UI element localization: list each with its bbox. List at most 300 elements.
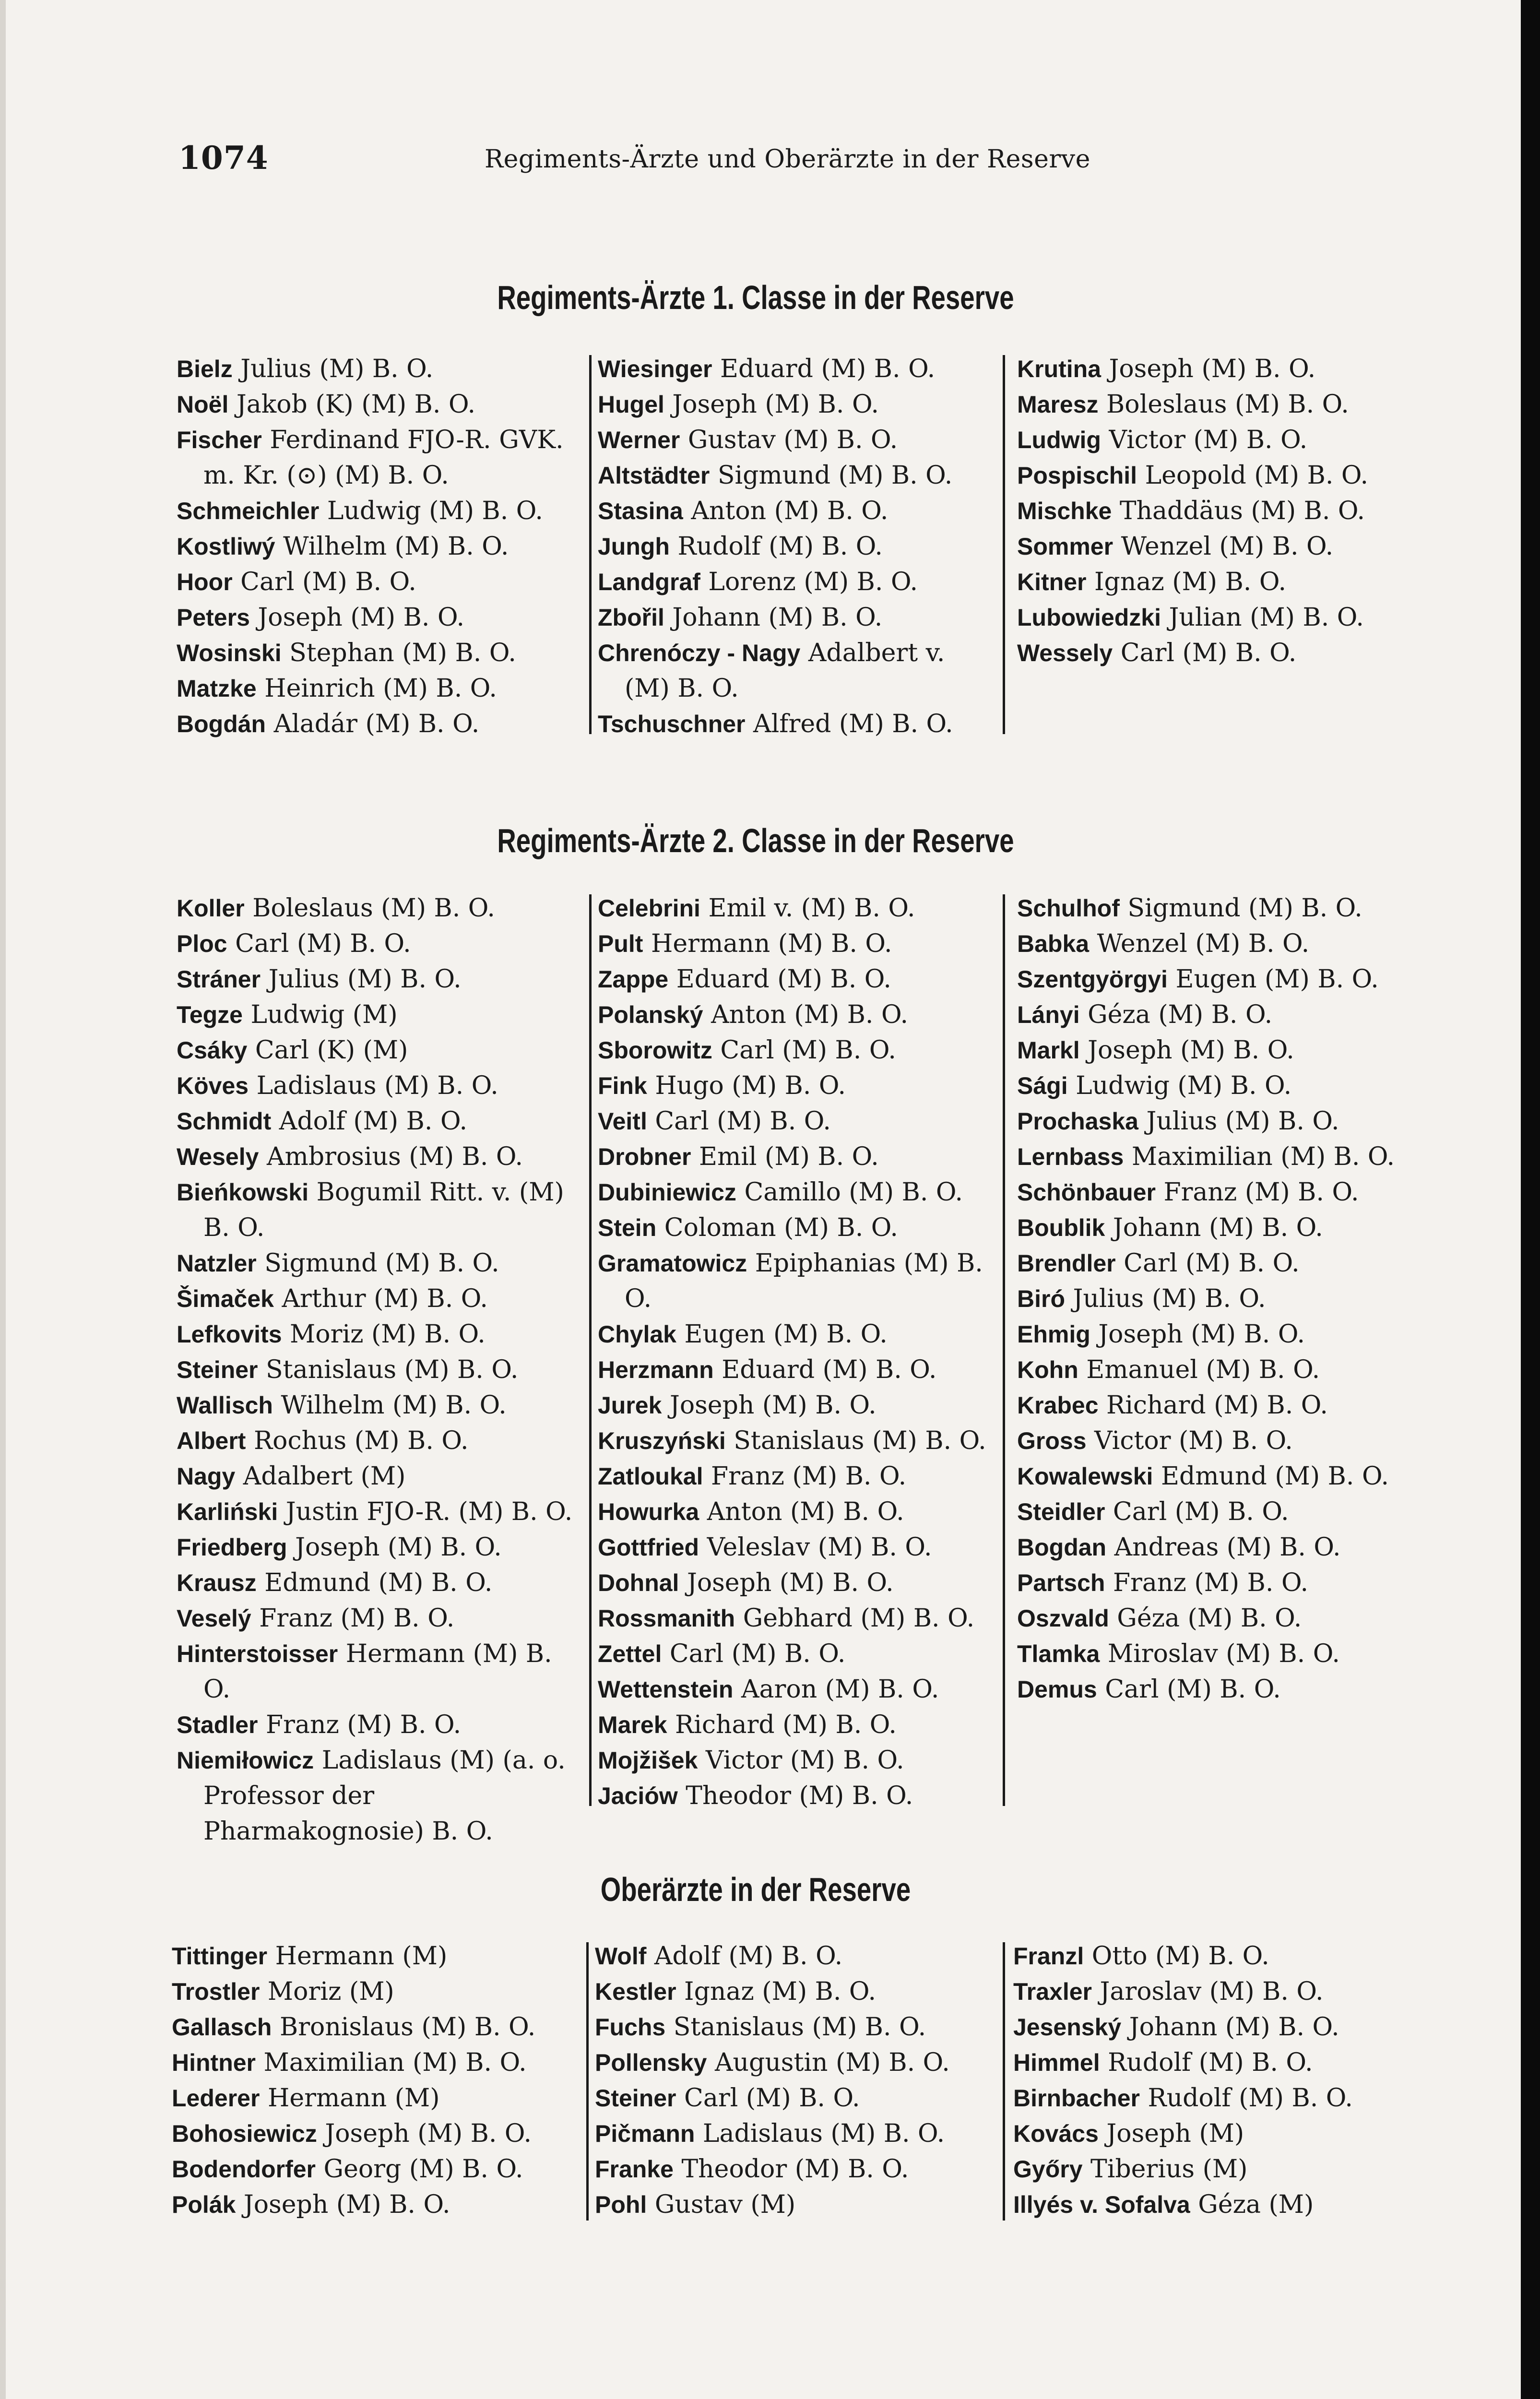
given-name-and-decorations: Theodor (M) B. O. — [677, 1781, 913, 1810]
given-name-and-decorations: Rochus (M) B. O. — [246, 1426, 469, 1455]
given-name-and-decorations: Aladár (M) B. O. — [266, 710, 480, 738]
roster-entry — [1017, 1459, 1430, 1494]
given-name-and-decorations: Carl (M) B. O. — [1113, 639, 1297, 667]
roster-entry — [598, 1743, 996, 1778]
roster-entry — [598, 458, 996, 493]
surname: Chylak — [598, 1321, 676, 1348]
roster-entry — [598, 1707, 996, 1743]
section-title-3: Oberärzte in der Reserve — [600, 1871, 911, 1908]
given-name-and-decorations: Ignaz (M) B. O. — [676, 1977, 877, 2006]
given-name-and-decorations: Ludwig (M) — [243, 1000, 398, 1029]
surname: Bogdán — [177, 711, 266, 737]
roster-entry — [177, 351, 580, 387]
surname: Wolf — [595, 1943, 647, 1970]
roster-entry — [177, 1743, 580, 1849]
given-name-and-decorations: Stanislaus (M) B. O. — [258, 1355, 519, 1384]
roster-entry — [1017, 891, 1430, 926]
roster-entry — [598, 1317, 996, 1352]
given-name-and-decorations: Rudolf (M) B. O. — [1100, 2048, 1313, 2077]
given-name-and-decorations: Carl (K) (M) — [247, 1036, 408, 1065]
given-name-and-decorations: Victor (M) B. O. — [1101, 426, 1308, 454]
surname: Pollensky — [595, 2049, 707, 2076]
roster-entry — [177, 493, 580, 529]
roster-entry — [1017, 351, 1430, 387]
given-name-and-decorations: Ludwig (M) B. O. — [319, 497, 543, 525]
surname: Kowalewski — [1017, 1463, 1153, 1490]
roster-entry — [177, 1565, 580, 1601]
roster-entry — [177, 671, 580, 706]
roster-entry — [1017, 422, 1430, 458]
given-name-and-decorations: Joseph (M) B. O. — [664, 390, 879, 419]
roster-entry — [598, 1601, 996, 1636]
given-name-and-decorations: Carl (M) B. O. — [712, 1036, 896, 1065]
surname: Mojžišek — [598, 1747, 698, 1774]
surname: Tegze — [177, 1001, 243, 1028]
roster-entry — [177, 962, 580, 997]
given-name-and-decorations: Carl (M) B. O. — [1105, 1497, 1289, 1526]
section-1-column-2 — [598, 351, 996, 742]
roster-entry — [595, 2009, 993, 2045]
surname: Pohl — [595, 2191, 647, 2218]
given-name-and-decorations: Bogumil Ritt. v. (M) B. O. — [203, 1178, 564, 1242]
surname: Ludwig — [1017, 427, 1101, 453]
roster-entry — [177, 1494, 580, 1530]
given-name-and-decorations: Carl (M) B. O. — [1097, 1675, 1281, 1704]
roster-entry — [1017, 1423, 1430, 1459]
given-name-and-decorations: Franz (M) B. O. — [703, 1462, 907, 1491]
surname: Schulhof — [1017, 895, 1120, 922]
given-name-and-decorations: Anton (M) B. O. — [703, 1000, 909, 1029]
given-name-and-decorations: Boleslaus (M) B. O. — [244, 894, 495, 923]
surname: Drobner — [598, 1143, 691, 1170]
surname: Rossmanith — [598, 1605, 735, 1632]
roster-entry — [1017, 1388, 1430, 1423]
roster-entry — [177, 1139, 580, 1175]
roster-entry — [1013, 2116, 1431, 2151]
surname: Kostliwý — [177, 533, 275, 560]
roster-entry — [598, 1068, 996, 1104]
surname: Stadler — [177, 1711, 258, 1738]
roster-entry — [595, 2151, 993, 2187]
roster-entry — [177, 1281, 580, 1317]
given-name-and-decorations: Hugo (M) B. O. — [647, 1071, 846, 1100]
given-name-and-decorations: Edmund (M) B. O. — [1153, 1462, 1389, 1491]
roster-entry — [598, 529, 996, 564]
surname: Matzke — [177, 675, 257, 702]
given-name-and-decorations: Carl (M) B. O. — [662, 1639, 846, 1668]
given-name-and-decorations: Hermann (M) B. O. — [203, 1639, 552, 1704]
roster-entry — [598, 706, 996, 742]
surname: Landgraf — [598, 569, 700, 595]
roster-entry — [1013, 2009, 1431, 2045]
surname: Lányi — [1017, 1001, 1080, 1028]
surname: Niemiłowicz — [177, 1747, 314, 1774]
given-name-and-decorations: Carl (M) B. O. — [676, 2084, 860, 2113]
section-2-column-2 — [598, 891, 996, 1814]
given-name-and-decorations: Rudolf (M) B. O. — [669, 532, 883, 561]
roster-entry — [598, 1494, 996, 1530]
given-name-and-decorations: Epiphanias (M) B. O. — [625, 1249, 983, 1313]
roster-entry — [1017, 1317, 1430, 1352]
given-name-and-decorations: Joseph (M) B. O. — [679, 1568, 894, 1597]
surname: Jaciów — [598, 1782, 678, 1809]
given-name-and-decorations: Johann (M) B. O. — [1121, 2013, 1339, 2042]
roster-entry — [1017, 1530, 1430, 1565]
roster-entry — [1017, 1601, 1430, 1636]
surname: Wiesinger — [598, 356, 712, 382]
surname: Fischer — [177, 427, 262, 453]
column-divider — [1003, 894, 1005, 1806]
roster-entry — [598, 1352, 996, 1388]
given-name-and-decorations: Arthur (M) B. O. — [273, 1284, 488, 1313]
given-name-and-decorations: Eduard (M) B. O. — [713, 1355, 937, 1384]
roster-entry — [1017, 387, 1430, 422]
given-name-and-decorations: Franz (M) B. O. — [1105, 1568, 1309, 1597]
surname: Zettel — [598, 1640, 662, 1667]
roster-entry — [598, 1033, 996, 1068]
surname: Wessely — [1017, 640, 1113, 666]
roster-entry — [1017, 1068, 1430, 1104]
given-name-and-decorations: Bronislaus (M) B. O. — [272, 2013, 536, 2042]
section-3-column-3 — [1013, 1938, 1431, 2222]
roster-entry — [172, 2009, 575, 2045]
surname: Himmel — [1013, 2049, 1100, 2076]
surname: Koller — [177, 895, 245, 922]
given-name-and-decorations: Aaron (M) B. O. — [733, 1675, 939, 1704]
scan-edge — [1521, 0, 1540, 2399]
surname: Celebrini — [598, 895, 700, 922]
surname: Hugel — [598, 391, 664, 418]
surname: Friedberg — [177, 1534, 287, 1561]
column-divider — [586, 1942, 589, 2221]
roster-entry — [1013, 2187, 1431, 2222]
surname: Polák — [172, 2191, 236, 2218]
given-name-and-decorations: Joseph (M) B. O. — [1090, 1320, 1305, 1349]
surname: Fuchs — [595, 2014, 666, 2041]
surname: Ploc — [177, 930, 227, 957]
given-name-and-decorations: Julius (M) B. O. — [1138, 1107, 1339, 1136]
given-name-and-decorations: Gebhard (M) B. O. — [735, 1604, 975, 1633]
surname: Pult — [598, 930, 643, 957]
surname: Gross — [1017, 1427, 1087, 1454]
surname: Sborowitz — [598, 1037, 712, 1064]
roster-entry — [172, 1974, 575, 2009]
surname: Werner — [598, 427, 680, 453]
given-name-and-decorations: Joseph (M) B. O. — [287, 1533, 502, 1562]
given-name-and-decorations: Edmund (M) B. O. — [256, 1568, 493, 1597]
given-name-and-decorations: Carl (M) B. O. — [1115, 1249, 1300, 1278]
surname: Jungh — [598, 533, 670, 560]
roster-entry — [1013, 1938, 1431, 1974]
roster-entry — [598, 1388, 996, 1423]
given-name-and-decorations: Ludwig (M) B. O. — [1067, 1071, 1292, 1100]
given-name-and-decorations: Julian (M) B. O. — [1161, 603, 1364, 632]
roster-entry — [177, 1068, 580, 1104]
roster-entry — [177, 1388, 580, 1423]
surname: Schmeichler — [177, 498, 320, 524]
given-name-and-decorations: Richard (M) B. O. — [1098, 1391, 1328, 1420]
section-2-column-3 — [1017, 891, 1430, 1707]
roster-entry — [172, 2116, 575, 2151]
roster-entry — [598, 1565, 996, 1601]
surname: Schmidt — [177, 1108, 272, 1135]
surname: Kohn — [1017, 1356, 1078, 1383]
roster-entry — [1017, 1210, 1430, 1246]
roster-entry — [598, 1530, 996, 1565]
surname: Partsch — [1017, 1569, 1105, 1596]
given-name-and-decorations: Heinrich (M) B. O. — [256, 674, 497, 703]
given-name-and-decorations: Sigmund (M) B. O. — [256, 1249, 499, 1278]
surname: Marek — [598, 1711, 667, 1738]
roster-entry — [1017, 1139, 1430, 1175]
roster-entry — [177, 1423, 580, 1459]
given-name-and-decorations: Leopold (M) B. O. — [1137, 461, 1368, 490]
roster-entry — [1017, 529, 1430, 564]
roster-entry — [1017, 1672, 1430, 1707]
roster-entry — [595, 2080, 993, 2116]
roster-entry — [595, 2045, 993, 2080]
roster-entry — [598, 1778, 996, 1814]
running-title: Regiments-Ärzte und Oberärzte in der Reserve — [485, 145, 1090, 174]
given-name-and-decorations: Joseph (M) B. O. — [236, 2190, 450, 2219]
surname: Birnbacher — [1013, 2085, 1140, 2112]
roster-entry — [172, 2187, 575, 2222]
given-name-and-decorations: Adalbert v. (M) B. O. — [625, 639, 945, 703]
column-divider — [1003, 355, 1005, 734]
roster-entry — [598, 1210, 996, 1246]
roster-entry — [1017, 1636, 1430, 1672]
surname: Fink — [598, 1072, 647, 1099]
surname: Veselý — [177, 1605, 251, 1632]
roster-entry — [177, 1636, 580, 1707]
given-name-and-decorations: Miroslav (M) B. O. — [1100, 1639, 1340, 1668]
surname: Dohnal — [598, 1569, 679, 1596]
given-name-and-decorations: Theodor (M) B. O. — [673, 2155, 909, 2184]
roster-entry — [1017, 1494, 1430, 1530]
surname: Howurka — [598, 1498, 699, 1525]
given-name-and-decorations: Joseph (M) B. O. — [1079, 1036, 1294, 1065]
given-name-and-decorations: Otto (M) B. O. — [1084, 1942, 1269, 1971]
roster-entry — [598, 1459, 996, 1494]
roster-entry — [1017, 997, 1430, 1033]
roster-entry — [1013, 2151, 1431, 2187]
roster-entry — [598, 1139, 996, 1175]
given-name-and-decorations: Coloman (M) B. O. — [656, 1213, 898, 1242]
given-name-and-decorations: Eugen (M) B. O. — [1167, 965, 1379, 994]
roster-entry — [177, 997, 580, 1033]
given-name-and-decorations: Richard (M) B. O. — [667, 1710, 897, 1739]
roster-entry — [177, 1601, 580, 1636]
given-name-and-decorations: Wilhelm (M) B. O. — [272, 1391, 507, 1420]
given-name-and-decorations: Ferdinand FJO-R. GVK. m. Kr. (⊙) (M) B. O. — [203, 426, 564, 490]
given-name-and-decorations: Eduard (M) B. O. — [668, 965, 891, 994]
surname: Bohosiewicz — [172, 2120, 317, 2147]
surname: Gallasch — [172, 2014, 272, 2041]
given-name-and-decorations: Ignaz (M) B. O. — [1086, 568, 1286, 596]
given-name-and-decorations: Moriz (M) — [260, 1977, 394, 2006]
given-name-and-decorations: Joseph (M) B. O. — [317, 2119, 532, 2148]
given-name-and-decorations: Victor (M) B. O. — [1086, 1426, 1293, 1455]
given-name-and-decorations: Moriz (M) B. O. — [282, 1320, 486, 1349]
roster-entry — [1017, 458, 1430, 493]
roster-entry — [598, 997, 996, 1033]
given-name-and-decorations: Anton (M) B. O. — [699, 1497, 904, 1526]
surname: Csáky — [177, 1037, 248, 1064]
surname: Gramatowicz — [598, 1250, 747, 1277]
given-name-and-decorations: Gustav (M) — [647, 2190, 796, 2219]
given-name-and-decorations: Stephan (M) B. O. — [281, 639, 516, 667]
given-name-and-decorations: Joseph (M) — [1098, 2119, 1244, 2148]
given-name-and-decorations: Johann (M) B. O. — [664, 603, 883, 632]
surname: Steiner — [595, 2085, 676, 2112]
surname: Nagy — [177, 1463, 236, 1490]
roster-entry — [1013, 1974, 1431, 2009]
given-name-and-decorations: Joseph (M) B. O. — [662, 1391, 877, 1420]
surname: Altstädter — [598, 462, 710, 489]
given-name-and-decorations: Sigmund (M) B. O. — [710, 461, 953, 490]
surname: Sommer — [1017, 533, 1114, 560]
surname: Zatloukal — [598, 1463, 703, 1490]
surname: Oszvald — [1017, 1605, 1109, 1632]
surname: Hoor — [177, 569, 233, 595]
column-divider — [1003, 1942, 1005, 2221]
surname: Chrenóczy - Nagy — [598, 640, 801, 666]
surname: Kitner — [1017, 569, 1087, 595]
roster-entry — [177, 926, 580, 962]
given-name-and-decorations: Hermann (M) — [267, 1942, 448, 1971]
given-name-and-decorations: Franz (M) B. O. — [251, 1604, 455, 1633]
given-name-and-decorations: Wilhelm (M) B. O. — [275, 532, 509, 561]
surname: Jurek — [598, 1392, 662, 1419]
surname: Győry — [1013, 2156, 1083, 2183]
surname: Franzl — [1013, 1943, 1084, 1970]
roster-entry — [177, 1317, 580, 1352]
given-name-and-decorations: Carl (M) B. O. — [232, 568, 416, 596]
surname: Albert — [177, 1427, 246, 1454]
given-name-and-decorations: Augustin (M) B. O. — [707, 2048, 950, 2077]
surname: Prochaska — [1017, 1108, 1138, 1135]
given-name-and-decorations: Adalbert (M) — [235, 1462, 406, 1491]
given-name-and-decorations: Ladislaus (M) (a. o. Professor der Pharmakognosie) B. O. — [203, 1746, 566, 1846]
surname: Bodendorfer — [172, 2156, 316, 2183]
roster-entry — [598, 962, 996, 997]
roster-entry — [1017, 1565, 1430, 1601]
roster-entry — [598, 1423, 996, 1459]
given-name-and-decorations: Géza (M) B. O. — [1109, 1604, 1302, 1633]
roster-entry — [1017, 1352, 1430, 1388]
given-name-and-decorations: Joseph (M) B. O. — [1101, 355, 1316, 383]
given-name-and-decorations: Franz (M) B. O. — [258, 1710, 462, 1739]
given-name-and-decorations: Géza (M) — [1190, 2190, 1314, 2219]
surname: Wesely — [177, 1143, 259, 1170]
surname: Krabec — [1017, 1392, 1099, 1419]
surname: Tittinger — [172, 1943, 268, 1970]
surname: Bogdan — [1017, 1534, 1107, 1561]
roster-entry — [177, 1033, 580, 1068]
given-name-and-decorations: Veleslav (M) B. O. — [699, 1533, 932, 1562]
roster-entry — [598, 1672, 996, 1707]
roster-entry — [598, 635, 996, 706]
roster-entry — [177, 387, 580, 422]
surname: Bielz — [177, 356, 233, 382]
section-title-1: Regiments-Ärzte 1. Classe in der Reserve — [497, 279, 1014, 316]
roster-entry — [177, 1175, 580, 1246]
surname: Karliński — [177, 1498, 278, 1525]
surname: Zbořil — [598, 604, 664, 631]
roster-entry — [177, 1246, 580, 1281]
given-name-and-decorations: Maximilian (M) B. O. — [1124, 1142, 1395, 1171]
section-2-column-1 — [177, 891, 580, 1849]
surname: Lubowiedzki — [1017, 604, 1161, 631]
surname: Polanský — [598, 1001, 703, 1028]
surname: Franke — [595, 2156, 674, 2183]
roster-entry — [172, 2045, 575, 2080]
surname: Wosinski — [177, 640, 282, 666]
roster-entry — [177, 1352, 580, 1388]
given-name-and-decorations: Julius (M) B. O. — [261, 965, 462, 994]
surname: Sági — [1017, 1072, 1068, 1099]
roster-entry — [598, 891, 996, 926]
given-name-and-decorations: Alfred (M) B. O. — [745, 710, 953, 738]
given-name-and-decorations: Joseph (M) B. O. — [249, 603, 465, 632]
surname: Boublik — [1017, 1214, 1105, 1241]
given-name-and-decorations: Eugen (M) B. O. — [676, 1320, 888, 1349]
given-name-and-decorations: Rudolf (M) B. O. — [1139, 2084, 1353, 2113]
roster-entry — [598, 493, 996, 529]
given-name-and-decorations: Ladislaus (M) B. O. — [695, 2119, 945, 2148]
surname: Krausz — [177, 1569, 257, 1596]
given-name-and-decorations: Justin FJO-R. (M) B. O. — [278, 1497, 573, 1526]
section-1-column-3 — [1017, 351, 1430, 671]
given-name-and-decorations: Carl (M) B. O. — [227, 929, 411, 958]
roster-entry — [177, 1530, 580, 1565]
surname: Tschuschner — [598, 711, 746, 737]
given-name-and-decorations: Andreas (M) B. O. — [1106, 1533, 1341, 1562]
given-name-and-decorations: Sigmund (M) B. O. — [1119, 894, 1362, 923]
given-name-and-decorations: Emanuel (M) B. O. — [1078, 1355, 1320, 1384]
roster-entry — [1013, 2080, 1431, 2116]
roster-entry — [177, 635, 580, 671]
given-name-and-decorations: Eduard (M) B. O. — [712, 355, 936, 383]
given-name-and-decorations: Carl (M) B. O. — [647, 1107, 831, 1136]
surname: Brendler — [1017, 1250, 1116, 1277]
surname: Gottfried — [598, 1534, 699, 1561]
page-margin — [0, 0, 6, 2399]
roster-entry — [595, 2116, 993, 2151]
roster-entry — [177, 1104, 580, 1139]
surname: Jesenský — [1013, 2014, 1122, 2041]
given-name-and-decorations: Ladislaus (M) B. O. — [249, 1071, 498, 1100]
surname: Dubiniewicz — [598, 1179, 736, 1206]
roster-entry — [598, 564, 996, 600]
given-name-and-decorations: Julius (M) B. O. — [232, 355, 434, 383]
given-name-and-decorations: Géza (M) B. O. — [1079, 1000, 1273, 1029]
surname: Wallisch — [177, 1392, 273, 1419]
roster-entry — [1017, 564, 1430, 600]
surname: Illyés v. Sofalva — [1013, 2191, 1190, 2218]
surname: Pičmann — [595, 2120, 695, 2147]
surname: Lefkovits — [177, 1321, 282, 1348]
roster-entry — [1017, 1104, 1430, 1139]
given-name-and-decorations: Emil (M) B. O. — [691, 1142, 879, 1171]
surname: Steidler — [1017, 1498, 1105, 1525]
surname: Peters — [177, 604, 250, 631]
given-name-and-decorations: Boleslaus (M) B. O. — [1098, 390, 1349, 419]
given-name-and-decorations: Wenzel (M) B. O. — [1089, 929, 1310, 958]
given-name-and-decorations: Lorenz (M) B. O. — [700, 568, 918, 596]
surname: Šimaček — [177, 1285, 274, 1312]
given-name-and-decorations: Victor (M) B. O. — [698, 1746, 904, 1775]
